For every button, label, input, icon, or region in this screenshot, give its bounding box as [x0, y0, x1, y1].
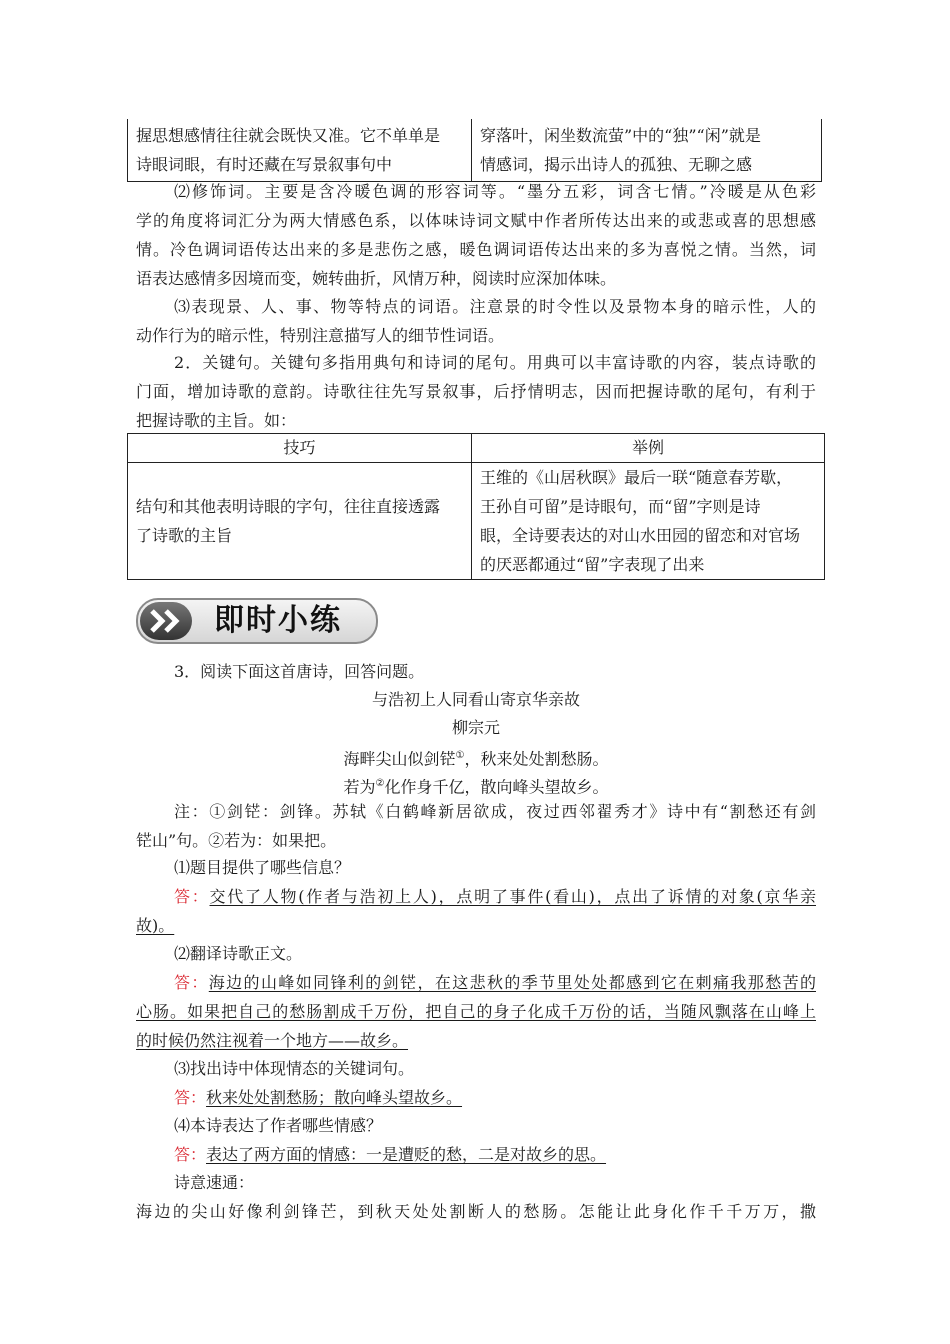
- table-cell-line: 了诗歌的主旨: [136, 526, 233, 545]
- paragraph-line: 情。冷色调词语传达出来的多是悲伤之感，暖色调词语传达出来的多为喜悦之情。当然，词: [136, 240, 816, 259]
- note-line: 注：①剑铓：剑锋。苏轼《白鹤峰新居欲成，夜过西邻翟秀才》诗中有“割愁还有剑: [174, 802, 816, 821]
- table-cell-line: 诗眼词眼，有时还藏在写景叙事句中: [136, 155, 393, 174]
- sub-question: ⑴题目提供了哪些信息？: [174, 858, 351, 877]
- paragraph-line: ⑵修饰词。主要是含冷暖色调的形容词等。“墨分五彩，词含七情。”冷暖是从色彩: [174, 182, 816, 201]
- paragraph-line: 学的角度将词汇分为两大情感色系，以体味诗词文赋中作者所传达出来的或悲或喜的思想感: [136, 211, 816, 230]
- table-cell-line: 握思想感情往往就会既快又准。它不单单是: [136, 126, 441, 145]
- table-cell-line: 王维的《山居秋暝》最后一联“随意春芳歇，: [480, 468, 793, 487]
- answer-text: 表达了两方面的情感：一是遭贬的愁，二是对故乡的思。: [206, 1145, 607, 1164]
- table-header: 技巧: [128, 434, 472, 463]
- answer-label: 答：: [174, 973, 209, 992]
- poem-text: ，秋来处处割愁肠。: [464, 749, 609, 769]
- answer-line: [136, 997, 816, 1026]
- table-cell-line: 情感词，揭示出诗人的孤独、无聊之感: [480, 155, 753, 174]
- poem-text: 化作身千亿，散向峰头望故乡。: [384, 777, 609, 797]
- gist-text: 海边的尖山好像利剑锋芒，到秋天处处割断人的愁肠。怎能让此身化作千千万万，撒: [136, 1202, 816, 1221]
- paragraph-line: 语表达感情多因境而变，婉转曲折，风情万种，阅读时应深加体味。: [136, 269, 617, 288]
- poem-text: 海畔尖山似剑铓: [343, 749, 456, 769]
- answer-text: 交代了人物(作者与浩初上人)，点明了事件(看山)，点出了诉情的对象(京华亲: [209, 887, 816, 906]
- table-cell-line: 结句和其他表明诗眼的字句，往往直接透露: [136, 497, 441, 516]
- answer-label: 答：: [174, 1088, 207, 1107]
- paragraph-line: 门面，增加诗歌的意韵。诗歌往往先写景叙事，后抒情明志，因而把握诗歌的尾句，有利于: [136, 382, 816, 401]
- table-cell-line: 眼，全诗要表达的对山水田园的留恋和对官场: [480, 526, 801, 545]
- continued-table: [127, 119, 822, 182]
- note-line: 铓山”句。②若为：如果把。: [136, 831, 337, 850]
- footnote-mark: ②: [375, 778, 385, 789]
- answer-line: [136, 1026, 816, 1055]
- answer-text: 秋来处处割愁肠；散向峰头望故乡。: [206, 1088, 463, 1107]
- table-cell-line: 穿落叶，闲坐数流萤”中的“独”“闲”就是: [480, 126, 761, 145]
- technique-table: [127, 433, 825, 580]
- answer-label: 答：: [174, 1145, 207, 1164]
- footnote-mark: ①: [455, 750, 465, 761]
- answer-line: [136, 882, 816, 911]
- table-cell-line: 的厌恶都通过“留”字表现了出来: [480, 555, 705, 574]
- table-cell: [128, 463, 472, 580]
- paragraph-line: 动作行为的暗示性，特别注意描写人的细节性词语。: [136, 326, 505, 345]
- question-prompt: 3．阅读下面这首唐诗，回答问题。: [174, 662, 425, 681]
- table-cell: [128, 119, 472, 182]
- poem-title: 与浩初上人同看山寄京华亲故: [371, 690, 580, 709]
- answer-text: 海边的山峰如同锋利的剑铓，在这悲秋的季节里处处都感到它在刺痛我那愁苦的: [208, 973, 816, 992]
- gist-label: 诗意速通：: [174, 1173, 255, 1192]
- answer-line: [136, 911, 816, 940]
- sub-question: ⑷本诗表达了作者哪些情感？: [174, 1116, 383, 1135]
- sub-question: ⑵翻译诗歌正文。: [174, 944, 303, 963]
- double-chevron-icon: [140, 602, 192, 640]
- table-cell: [472, 463, 825, 580]
- answer-line: [136, 1140, 816, 1169]
- answer-line: [136, 1083, 816, 1112]
- paragraph-line: 把握诗歌的主旨。如：: [136, 411, 297, 430]
- answer-text: 故)。: [136, 916, 175, 935]
- banner-title: 即时小练: [214, 603, 342, 638]
- sub-question: ⑶找出诗中体现情态的关键词句。: [174, 1059, 415, 1078]
- answer-text: 心肠。如果把自己的愁肠割成千万份，把自己的身子化成千万份的话，当随风飘落在山峰上: [136, 1002, 816, 1021]
- answer-label: 答：: [174, 887, 210, 906]
- answer-text: 的时候仍然注视着一个地方——故乡。: [136, 1031, 409, 1050]
- section-banner: [136, 598, 378, 644]
- table-header: 举例: [472, 434, 825, 463]
- table-cell: [472, 119, 822, 182]
- table-cell-line: 王孙自可留”是诗眼句，而“留”字则是诗: [480, 497, 761, 516]
- poem-text: 若为: [343, 777, 376, 797]
- paragraph-line: ⑶表现景、人、事、物等特点的词语。注意景的时令性以及景物本身的暗示性，人的: [174, 297, 816, 316]
- answer-line: [136, 968, 816, 997]
- poem-author: 柳宗元: [451, 718, 500, 737]
- paragraph-line: 2．关键句。关键句多指用典句和诗词的尾句。用典可以丰富诗歌的内容，装点诗歌的: [174, 353, 816, 372]
